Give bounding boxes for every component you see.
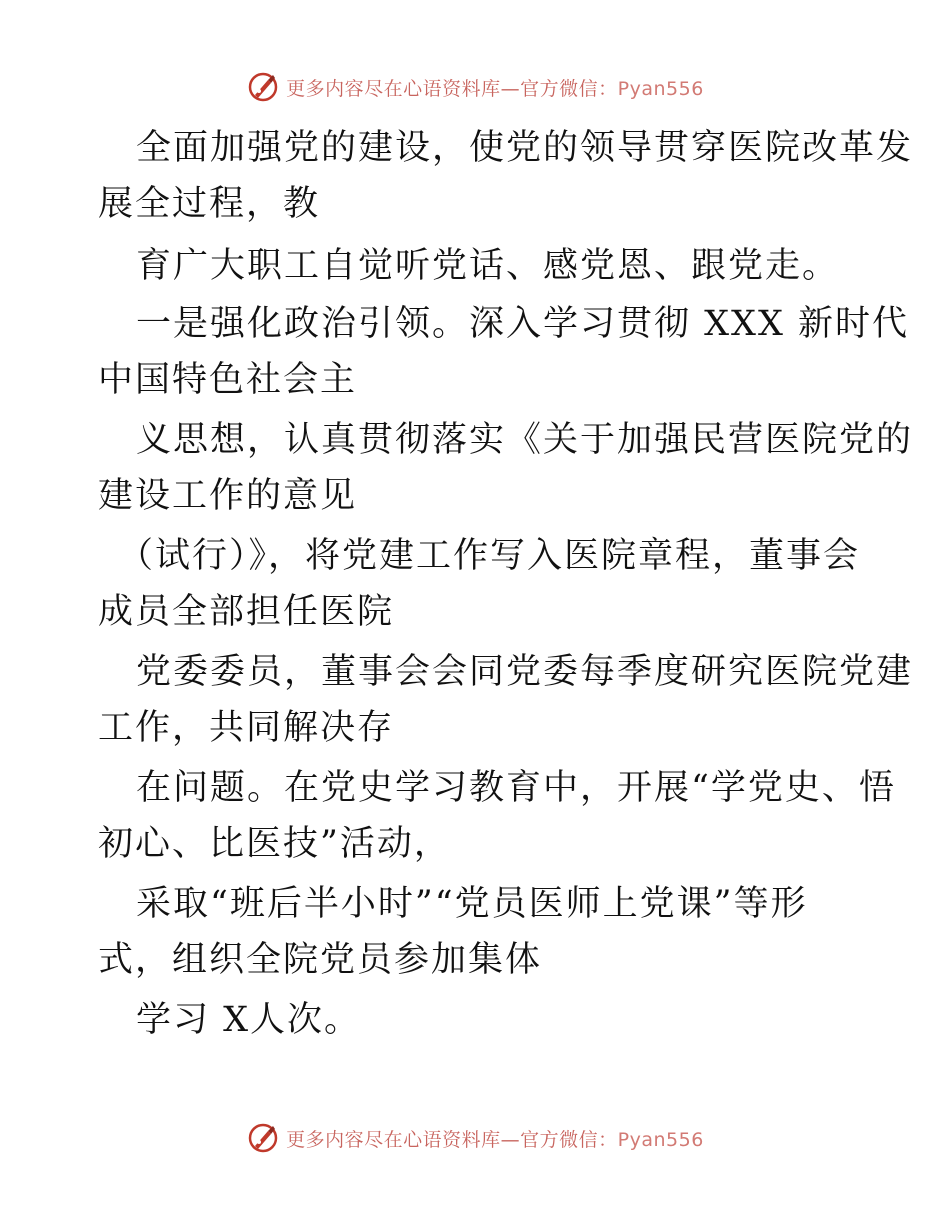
watermark-footer <box>0 1121 950 1155</box>
watermark-account: Pyan556 <box>617 1128 704 1151</box>
body-line: 中国特色社会主 <box>98 360 358 400</box>
watermark-label: 更多内容尽在心语资料库—官方微信： <box>286 1128 618 1151</box>
body-line: 育广大职工自觉听党话、感党恩、跟党走。 <box>136 246 840 286</box>
body-line: 成员全部担任医院 <box>98 592 395 632</box>
body-line: 展全过程，教 <box>98 184 321 224</box>
body-line: 学习 X人次。 <box>136 1000 362 1040</box>
body-line: 初心、比医技”活动， <box>98 824 451 864</box>
watermark-account: Pyan556 <box>617 77 704 100</box>
body-line: 式，组织全院党员参加集体 <box>98 940 543 980</box>
watermark-text <box>286 1125 704 1152</box>
body-line: 工作，共同解决存 <box>98 708 395 748</box>
body-line: 采取“班后半小时”“党员医师上党课”等形 <box>136 884 808 924</box>
watermark-header <box>0 70 950 104</box>
body-line: 党委委员，董事会会同党委每季度研究医院党建 <box>136 652 914 692</box>
body-line: 义思想，认真贯彻落实《关于加强民营医院党的 <box>136 420 914 460</box>
body-line: 全面加强党的建设，使党的领导贯穿医院改革发 <box>136 128 914 168</box>
body-line: 建设工作的意见 <box>98 476 358 516</box>
pen-logo-icon <box>246 70 280 104</box>
watermark-label: 更多内容尽在心语资料库—官方微信： <box>286 77 618 100</box>
body-line: 在问题。在党史学习教育中，开展“学党史、悟 <box>136 768 896 808</box>
body-line: （试行）》，将党建工作写入医院章程，董事会 <box>118 536 861 576</box>
watermark-text <box>286 74 704 101</box>
body-line: 一是强化政治引领。深入学习贯彻 XXX 新时代 <box>136 304 910 344</box>
pen-logo-icon <box>246 1121 280 1155</box>
